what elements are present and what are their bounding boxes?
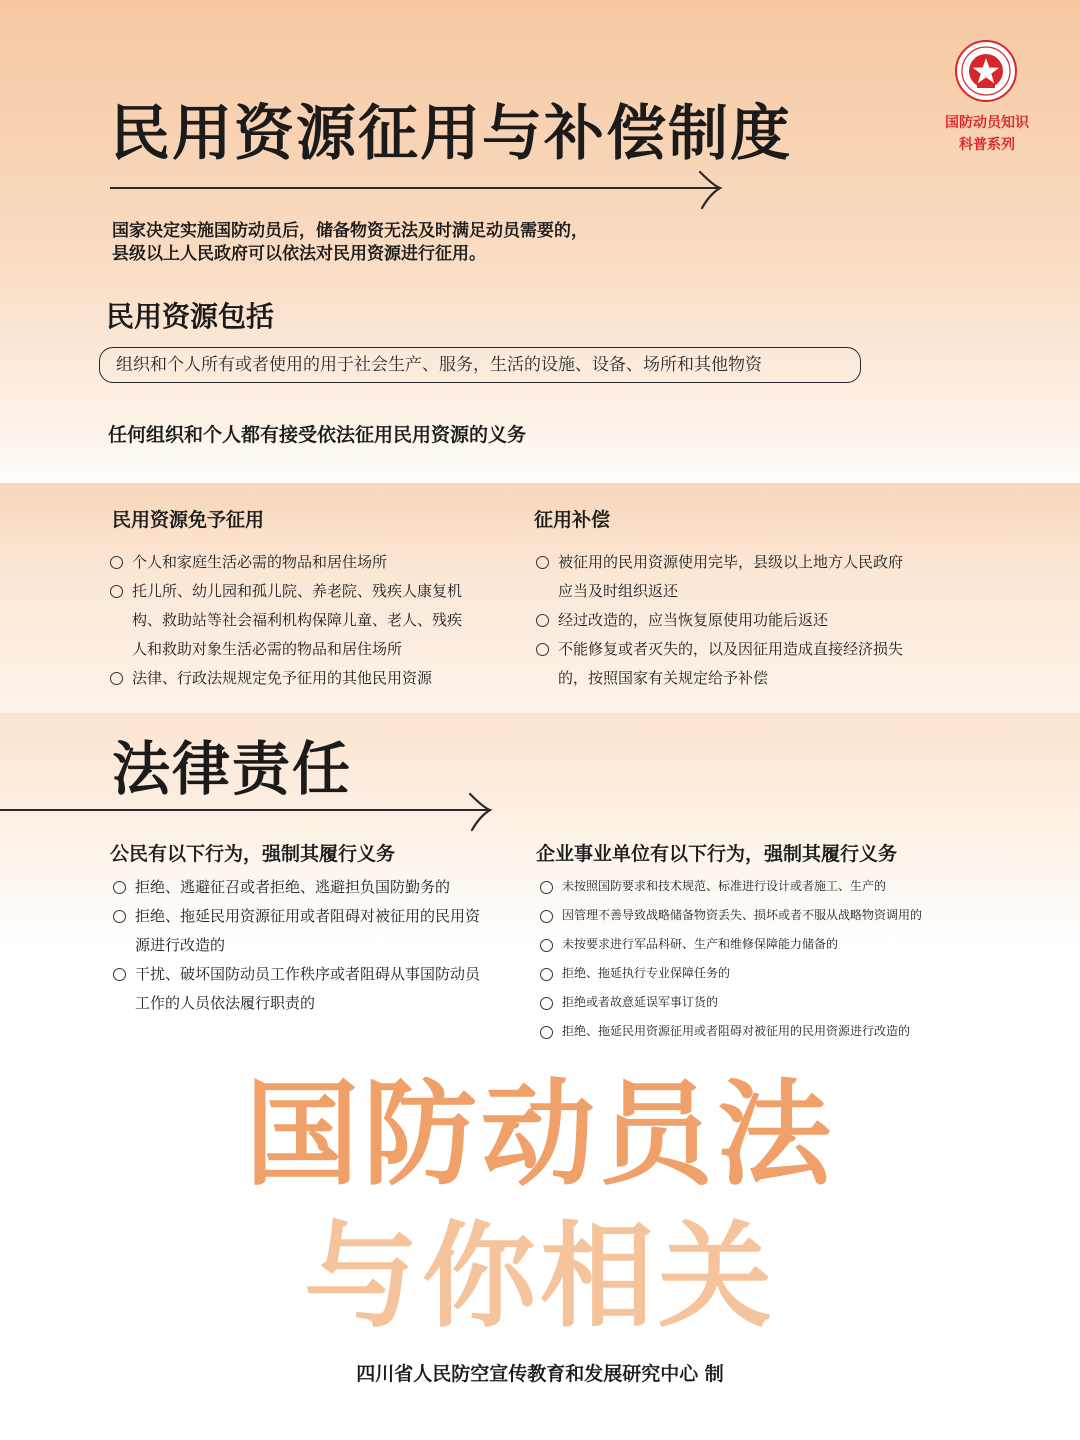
definition-box	[99, 347, 861, 383]
list-item: 个人和家庭生活必需的物品和居住场所	[110, 548, 490, 577]
compensation-heading: 征用补偿	[534, 509, 611, 531]
definition-text: 组织和个人所有或者使用的用于社会生产、服务，生活的设施、设备、场所和其他物资	[116, 355, 762, 375]
circle-bullet-icon	[113, 881, 126, 894]
slogan-line-2: 与你相关	[303, 1210, 776, 1343]
arrow-right-icon	[110, 168, 725, 212]
list-item: 未按要求进行军品科研、生产和维修保障能力储备的	[540, 930, 960, 959]
list-item: 托儿所、幼儿园和孤儿院、养老院、残疾人康复机 构、救助站等社会福利机构保障儿童、老人、残疾 人和救助对象生活必需的物品和居住场所	[110, 577, 490, 664]
page-title: 民用资源征用与补偿制度	[110, 99, 792, 169]
arrow-right-icon	[0, 790, 495, 834]
enterprise-list	[540, 872, 960, 1046]
star-emblem-icon	[955, 40, 1017, 102]
list-item: 因管理不善导致战略储备物资丢失、损坏或者不服从战略物资调用的	[540, 901, 960, 930]
circle-bullet-icon	[536, 556, 549, 569]
circle-bullet-icon	[540, 939, 553, 952]
circle-bullet-icon	[540, 881, 553, 894]
list-item: 拒绝或者故意延误军事订货的	[540, 988, 960, 1017]
maker-credit: 四川省人民防空宣传教育和发展研究中心 制	[356, 1363, 724, 1385]
circle-bullet-icon	[536, 643, 549, 656]
compensation-list	[536, 548, 936, 693]
duty-statement: 任何组织和个人都有接受依法征用民用资源的义务	[108, 424, 527, 446]
list-item: 经过改造的，应当恢复原使用功能后返还	[536, 606, 936, 635]
circle-bullet-icon	[110, 672, 123, 685]
citizen-heading: 公民有以下行为，强制其履行义务	[110, 843, 396, 865]
circle-bullet-icon	[536, 614, 549, 627]
intro-line: 县级以上人民政府可以依法对民用资源进行征用。	[112, 244, 486, 264]
circle-bullet-icon	[540, 1026, 553, 1039]
legal-title: 法律责任	[112, 735, 353, 803]
series-line: 科普系列	[959, 137, 1015, 153]
list-item: 被征用的民用资源使用完毕，县级以上地方人民政府 应当及时组织返还	[536, 548, 936, 606]
circle-bullet-icon	[540, 997, 553, 1010]
list-item: 干扰、破坏国防动员工作秩序或者阻碍从事国防动员 工作的人员依法履行职责的	[113, 960, 513, 1018]
list-item: 拒绝、拖延执行专业保障任务的	[540, 959, 960, 988]
circle-bullet-icon	[110, 556, 123, 569]
circle-bullet-icon	[113, 968, 126, 981]
circle-bullet-icon	[540, 968, 553, 981]
slogan-line-1: 国防动员法	[244, 1068, 835, 1201]
list-item: 拒绝、拖延民用资源征用或者阻碍对被征用的民用资源进行改造的	[540, 1017, 960, 1046]
enterprise-heading: 企业事业单位有以下行为，强制其履行义务	[536, 843, 898, 865]
list-item: 不能修复或者灭失的，以及因征用造成直接经济损失 的，按照国家有关规定给予补偿	[536, 635, 936, 693]
circle-bullet-icon	[540, 910, 553, 923]
citizen-list	[113, 873, 513, 1018]
section-heading: 民用资源包括	[106, 300, 275, 333]
list-item: 未按照国防要求和技术规范、标准进行设计或者施工、生产的	[540, 872, 960, 901]
exempt-list	[110, 548, 490, 693]
circle-bullet-icon	[110, 585, 123, 598]
list-item: 拒绝、逃避征召或者拒绝、逃避担负国防勤务的	[113, 873, 513, 902]
list-item: 法律、行政法规规定免予征用的其他民用资源	[110, 664, 490, 693]
intro-line: 国家决定实施国防动员后，储备物资无法及时满足动员需要的，	[112, 221, 588, 241]
series-line: 国防动员知识	[945, 115, 1029, 131]
list-item: 拒绝、拖延民用资源征用或者阻碍对被征用的民用资 源进行改造的	[113, 902, 513, 960]
circle-bullet-icon	[113, 910, 126, 923]
series-label	[926, 112, 1048, 156]
exempt-heading: 民用资源免予征用	[112, 509, 265, 531]
intro-paragraph	[112, 220, 732, 266]
